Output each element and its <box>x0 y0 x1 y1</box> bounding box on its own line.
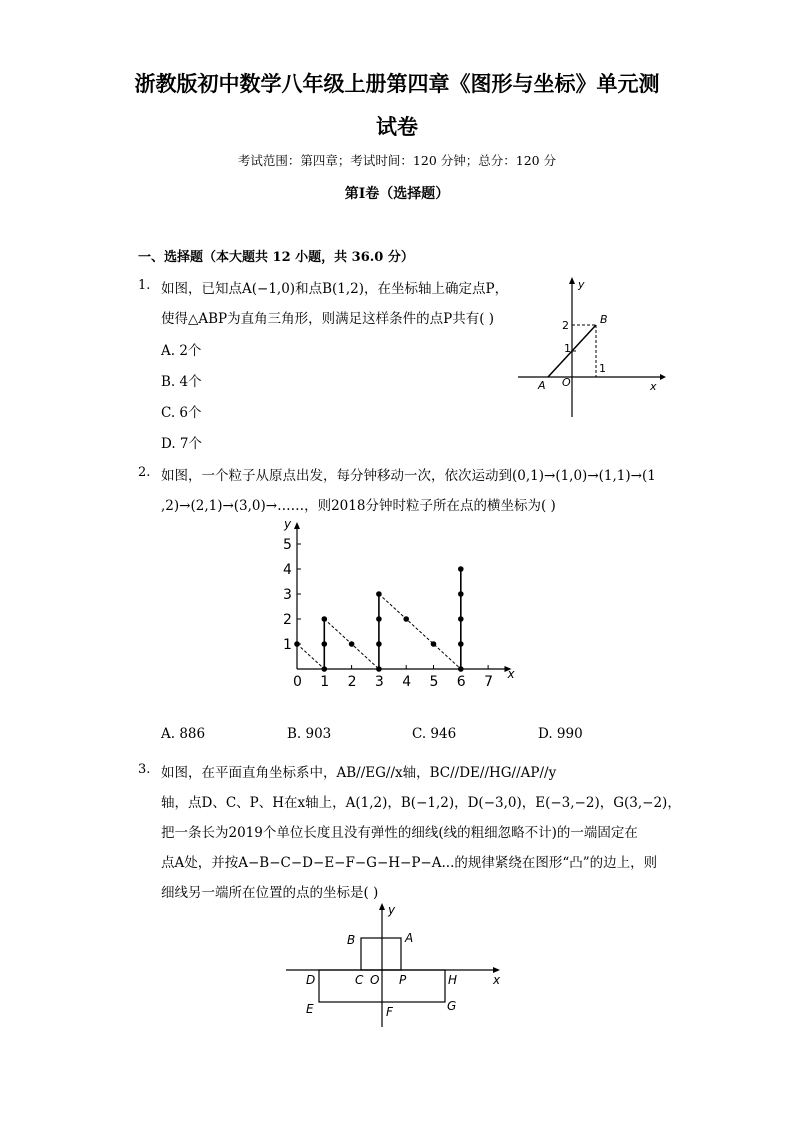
fig1-label-y: y <box>578 278 585 291</box>
question-3-figure <box>280 902 510 1032</box>
fig1-label-b: B <box>600 313 608 326</box>
fig3-label-b: B <box>347 933 356 947</box>
section-title: 一、选择题（本大题共 12 小题，共 36.0 分） <box>138 250 414 265</box>
question-2-option-c[interactable]: C. 946 <box>412 726 457 742</box>
chart-x-tick-label: 1 <box>320 674 330 690</box>
fig1-label-1x: 1 <box>599 362 606 375</box>
question-2-number: 2. <box>138 465 151 480</box>
question-2-option-d[interactable]: D. 990 <box>538 726 583 742</box>
question-1-number: 1. <box>138 278 151 293</box>
fig3-label-d: D <box>306 973 316 987</box>
fig3-label-a: A <box>405 931 414 945</box>
fig3-label-p: P <box>399 973 407 987</box>
part-title: 第Ⅰ卷（选择题） <box>344 186 450 202</box>
question-2-chart <box>280 515 515 695</box>
chart-point <box>403 616 409 622</box>
chart-y-tick-label: 2 <box>283 612 292 628</box>
question-2-line-1: 如图，一个粒子从原点出发，每分钟移动一次，依次运动到(0,1)→(1,0)→(1,1)→(1 <box>161 468 656 484</box>
title-line-2: 试卷 <box>376 115 418 139</box>
chart-point <box>294 641 300 647</box>
fig3-label-e: E <box>306 1002 314 1016</box>
question-3-line-5: 细线另一端所在位置的点的坐标是( ) <box>161 885 379 901</box>
chart-point <box>458 616 464 622</box>
fig3-label-o: O <box>370 973 380 987</box>
chart-dashed-segment <box>379 594 461 669</box>
fig1-x-arrow <box>660 374 666 380</box>
fig3-label-g: G <box>447 999 457 1013</box>
chart-point <box>322 616 328 622</box>
fig3-upper-rect <box>361 938 401 970</box>
chart-y-tick-label: 5 <box>283 537 292 553</box>
chart-point <box>458 591 464 597</box>
question-1-figure <box>510 272 670 422</box>
chart-x-tick-label: 3 <box>374 674 384 690</box>
fig1-label-x: x <box>650 380 657 393</box>
chart-x-tick-label: 4 <box>402 674 412 690</box>
fig3-label-c: C <box>355 973 364 987</box>
chart-point <box>458 666 464 672</box>
question-2-option-a[interactable]: A. 886 <box>161 726 206 742</box>
question-2-option-b[interactable]: B. 903 <box>287 726 332 742</box>
fig1-y-arrow <box>569 277 575 284</box>
chart-y-tick-label: 1 <box>283 637 292 653</box>
chart-point <box>322 641 328 647</box>
chart-point <box>376 591 382 597</box>
chart-y-tick-label: 4 <box>283 562 292 578</box>
question-3-line-4: 点A处，并按A−B−C−D−E−F−G−H−P−A...的规律紧绕在图形“凸”的边上，则 <box>161 855 658 871</box>
chart-x-tick-label: 7 <box>484 674 494 690</box>
exam-info: 考试范围：第四章；考试时间：120 分钟；总分：120 分 <box>237 153 557 168</box>
chart-x-tick-label: 6 <box>456 674 466 690</box>
chart-point <box>376 666 382 672</box>
question-1-option-a[interactable]: A. 2个 <box>161 343 202 359</box>
fig1-label-2: 2 <box>562 319 569 332</box>
chart-y-label: y <box>284 517 292 531</box>
fig3-y-arrow <box>379 903 385 910</box>
question-1-line-1: 如图，已知点A(−1,0)和点B(1,2)，在坐标轴上确定点P， <box>161 281 509 297</box>
fig3-label-x: x <box>493 973 501 987</box>
question-1-option-d[interactable]: D. 7个 <box>161 436 203 452</box>
chart-x-tick-label: 0 <box>293 674 302 690</box>
fig1-label-a: A <box>538 379 546 392</box>
fig1-label-1y: 1 <box>564 342 571 355</box>
chart-x-label: x <box>507 667 515 681</box>
chart-y-tick-label: 3 <box>283 587 292 603</box>
chart-point <box>322 666 328 672</box>
question-3-line-2: 轴，点D、C、P、H在x轴上，A(1,2)，B(−1,2)，D(−3,0)，E(−3,−2)，G(3,−2)， <box>161 795 681 811</box>
chart-x-tick-label: 5 <box>429 674 439 690</box>
title-line-1: 浙教版初中数学八年级上册第四章《图形与坐标》单元测 <box>134 72 660 96</box>
chart-dashed-segment <box>297 644 324 669</box>
fig3-label-y: y <box>388 903 396 917</box>
fig3-label-f: F <box>386 1005 393 1019</box>
question-1-option-b[interactable]: B. 4个 <box>161 374 202 390</box>
question-2-line-2: ,2)→(2,1)→(3,0)→……，则2018分钟时粒子所在点的横坐标为( ) <box>161 498 556 514</box>
chart-point <box>458 566 464 572</box>
question-3-number: 3. <box>138 762 151 777</box>
fig1-label-o: O <box>562 376 571 389</box>
question-1-line-2: 使得△ABP为直角三角形，则满足这样条件的点P共有( ) <box>161 311 495 327</box>
chart-point <box>458 641 464 647</box>
chart-point <box>349 641 355 647</box>
chart-point <box>376 641 382 647</box>
question-3-line-3: 把一条长为2019个单位长度且没有弹性的细线(线的粗细忽略不计)的一端固定在 <box>161 825 638 841</box>
chart-point <box>376 616 382 622</box>
question-1-option-c[interactable]: C. 6个 <box>161 405 202 421</box>
chart-point <box>431 641 437 647</box>
question-3-line-1: 如图，在平面直角坐标系中，AB//EG//x轴，BC//DE//HG//AP//y <box>161 765 557 781</box>
chart-x-tick-label: 2 <box>347 674 357 690</box>
fig3-label-h: H <box>448 973 458 987</box>
chart-y-arrow <box>294 522 300 529</box>
